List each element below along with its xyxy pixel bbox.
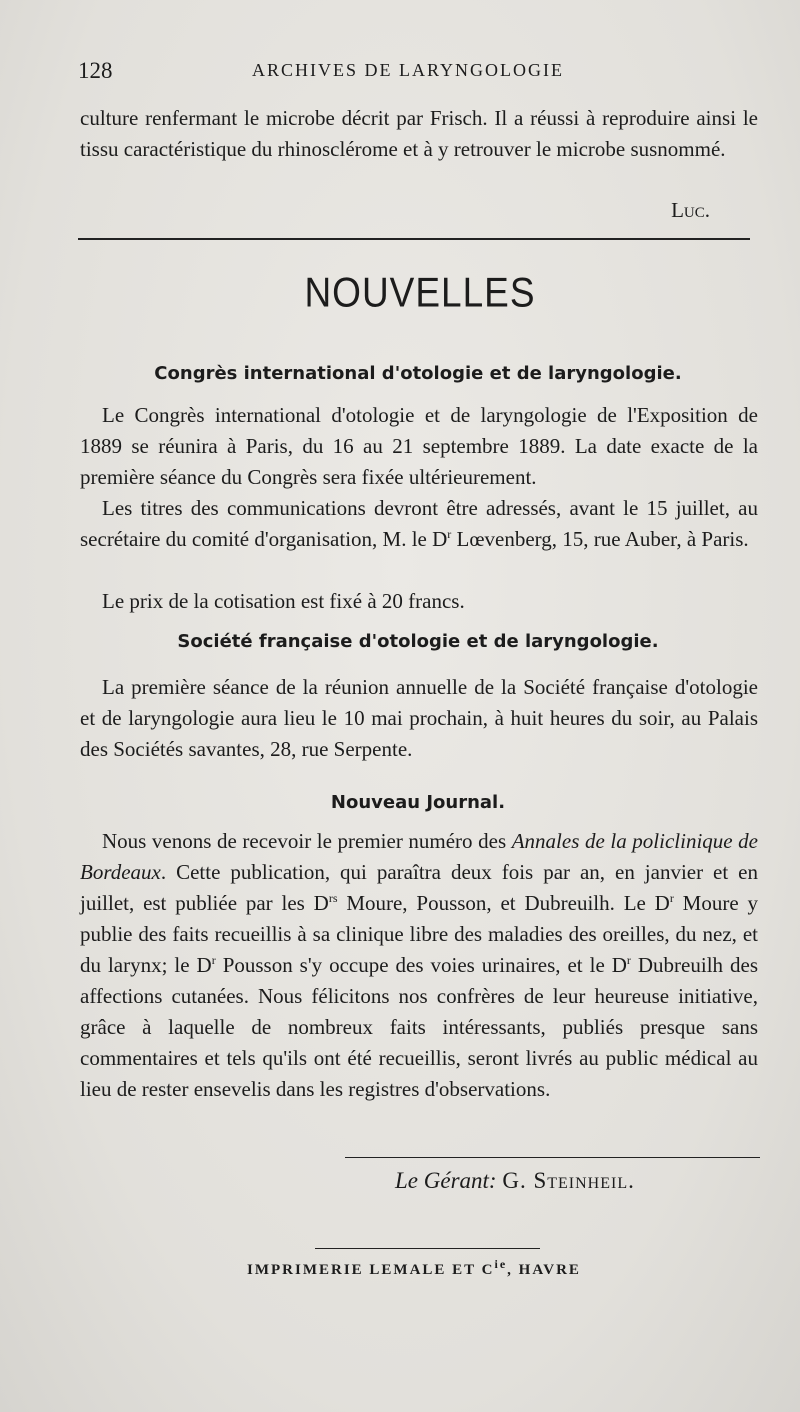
gerant-name: G. Steinheil.: [502, 1168, 635, 1193]
paragraph-congres-date: Le Congrès international d'otologie et de laryngologie de l'Exposition de 1889 se réunira à Paris, du 16 au 21 septembre 1889. La date exacte de la première séance du Congrès sera fixée ultérieurement.: [80, 403, 758, 489]
gerant-signature: [395, 1168, 635, 1194]
page-header: [78, 58, 752, 92]
section-title: NOUVELLES: [304, 269, 536, 316]
footer-divider: [345, 1157, 760, 1158]
heading-societe-francaise: Société française d'otologie et de laryngologie.: [177, 631, 659, 652]
author-signature: Luc.: [671, 198, 710, 222]
running-title: ARCHIVES DE LARYNGOLOGIE: [252, 60, 564, 80]
intro-paragraph: culture renfermant le microbe décrit par Frisch. Il a réussi à reproduire ainsi le tissu caractéristique du rhinosclérome et à y retrouver le microbe susnommé.: [80, 106, 758, 161]
printer-imprint: IMPRIMERIE LEMALE ET $C^{ie}$, HAVRE: [247, 1257, 581, 1278]
paragraph-congres-cotisation: Le prix de la cotisation est fixé à 20 francs.: [102, 589, 465, 613]
gerant-label: Le Gérant:: [395, 1168, 497, 1193]
page-number: 128: [78, 58, 113, 83]
paragraph-societe-seance: La première séance de la réunion annuelle de la Société française d'otologie et de laryngologie aura lieu le 10 mai prochain, à huit heures du soir, au Palais des Sociétés savantes, 28, rue Serpente.: [80, 675, 758, 761]
section-divider: [78, 238, 750, 240]
heading-nouveau-journal: Nouveau Journal.: [330, 792, 506, 813]
heading-congres-international: Congrès international d'otologie et de laryngologie.: [154, 363, 682, 384]
paragraph-congres-titres: Les titres des communications devront être adressés, avant le 15 juillet, au secrétaire du comité d'organisation, M. le $D^r$ Lœvenberg, 15, rue Auber, à Paris.: [80, 496, 758, 551]
paragraph-nouveau-journal: Nous venons de recevoir le premier numéro des Annales de la policlinique de Bordeaux. Cette publication, qui paraîtra deux fois par an, en janvier et en juillet, est publiée par les $D^{rs}$ Moure, Pousson, et Dubreuilh. Le $D^r$ Moure y publie des faits recueillis à sa clinique libre des maladies des oreilles, du nez, et du larynx; le $D^r$ Pousson s'y occupe des voies urinaires, et le $D^r$ Dubreuilh des affections cutanées. Nous félicitons nos confrères de leur heureuse initiative, grâce à laquelle de nombreux faits intéressants, publiés presque sans commentaires et tels qu'ils ont été recueillis, seront livrés au public médical au lieu de rester ensevelis dans les registres d'observations.: [80, 829, 759, 1101]
imprint-divider: [315, 1248, 540, 1249]
